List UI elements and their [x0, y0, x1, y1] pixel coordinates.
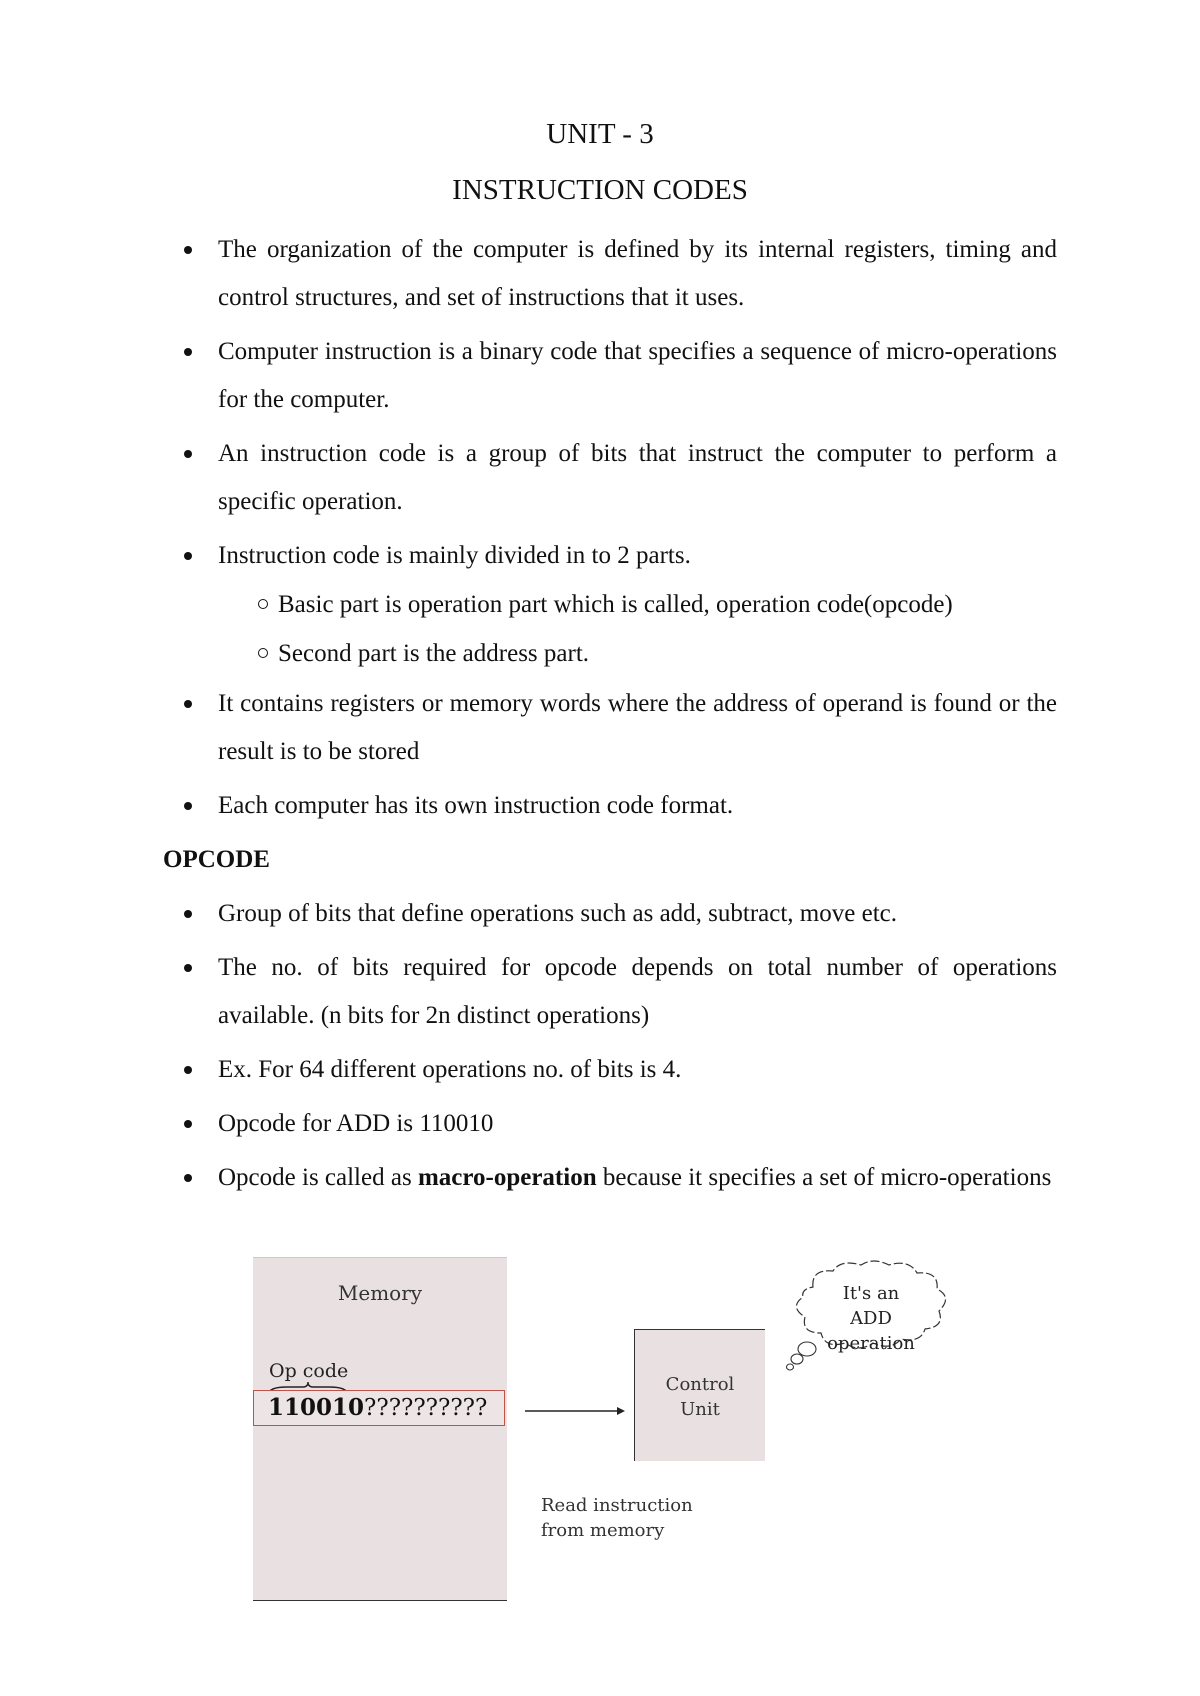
bullet-item: The no. of bits required for opcode depends on total number of operations available. (n bits for 2n distinct operations): [175, 944, 1057, 1040]
diagram-caption: Read instruction from memory: [541, 1495, 693, 1541]
bullet-item: Each computer has its own instruction code format.: [175, 782, 1057, 830]
bullet-list-opcode: [175, 890, 1057, 1202]
opcode-heading: OPCODE: [163, 846, 270, 873]
bold-term: macro-operation: [417, 1164, 597, 1191]
control-unit-box: [634, 1329, 765, 1461]
bullet-item: Group of bits that define operations such as add, subtract, move etc.: [175, 890, 1057, 938]
address-bits: ??????????: [364, 1395, 488, 1421]
instruction-diagram: [253, 1257, 973, 1603]
opcode-bits: 110010: [268, 1394, 365, 1421]
memory-label: Memory: [337, 1281, 423, 1305]
sub-bullet-item: Basic part is operation part which is called, operation code(opcode): [175, 580, 1057, 629]
content-body: [163, 226, 1057, 1208]
bullet-item: Opcode is called as macro-operation because it specifies a set of micro-operations: [175, 1154, 1057, 1202]
arrow-right-icon: [525, 1405, 625, 1417]
circle-bullet-icon: [258, 648, 268, 658]
control-unit-label-line2: Unit: [680, 1399, 720, 1420]
unit-title: UNIT - 3: [546, 118, 654, 150]
thought-text: It's an ADD operation: [827, 1283, 915, 1354]
circle-bullet-icon: [258, 599, 268, 609]
bullet-list-secondary: [175, 680, 1057, 830]
bullet-item: The organization of the computer is defined by its internal registers, timing and control structures, and set of instructions that it uses.: [175, 226, 1057, 322]
sub-bullet-list: [175, 580, 1057, 678]
bullet-item: An instruction code is a group of bits that instruct the computer to perform a specific operation.: [175, 430, 1057, 526]
bullet-item: Instruction code is mainly divided in to 2 parts.: [175, 532, 1057, 580]
sub-bullet-item: Second part is the address part.: [175, 629, 1057, 678]
instruction-word-row: [253, 1390, 505, 1426]
bullet-item: Ex. For 64 different operations no. of bits is 4.: [175, 1046, 1057, 1094]
opcode-label: Op code: [269, 1360, 349, 1382]
bullet-item: Computer instruction is a binary code that specifies a sequence of micro-operations for the computer.: [175, 328, 1057, 424]
bullet-list-main: [175, 226, 1057, 580]
section-title: INSTRUCTION CODES: [452, 174, 748, 206]
control-unit-label-line1: Control: [665, 1374, 735, 1395]
bullet-item: Opcode for ADD is 110010: [175, 1100, 1057, 1148]
bullet-item: It contains registers or memory words where the address of operand is found or the result is to be stored: [175, 680, 1057, 776]
memory-box: [253, 1257, 507, 1601]
